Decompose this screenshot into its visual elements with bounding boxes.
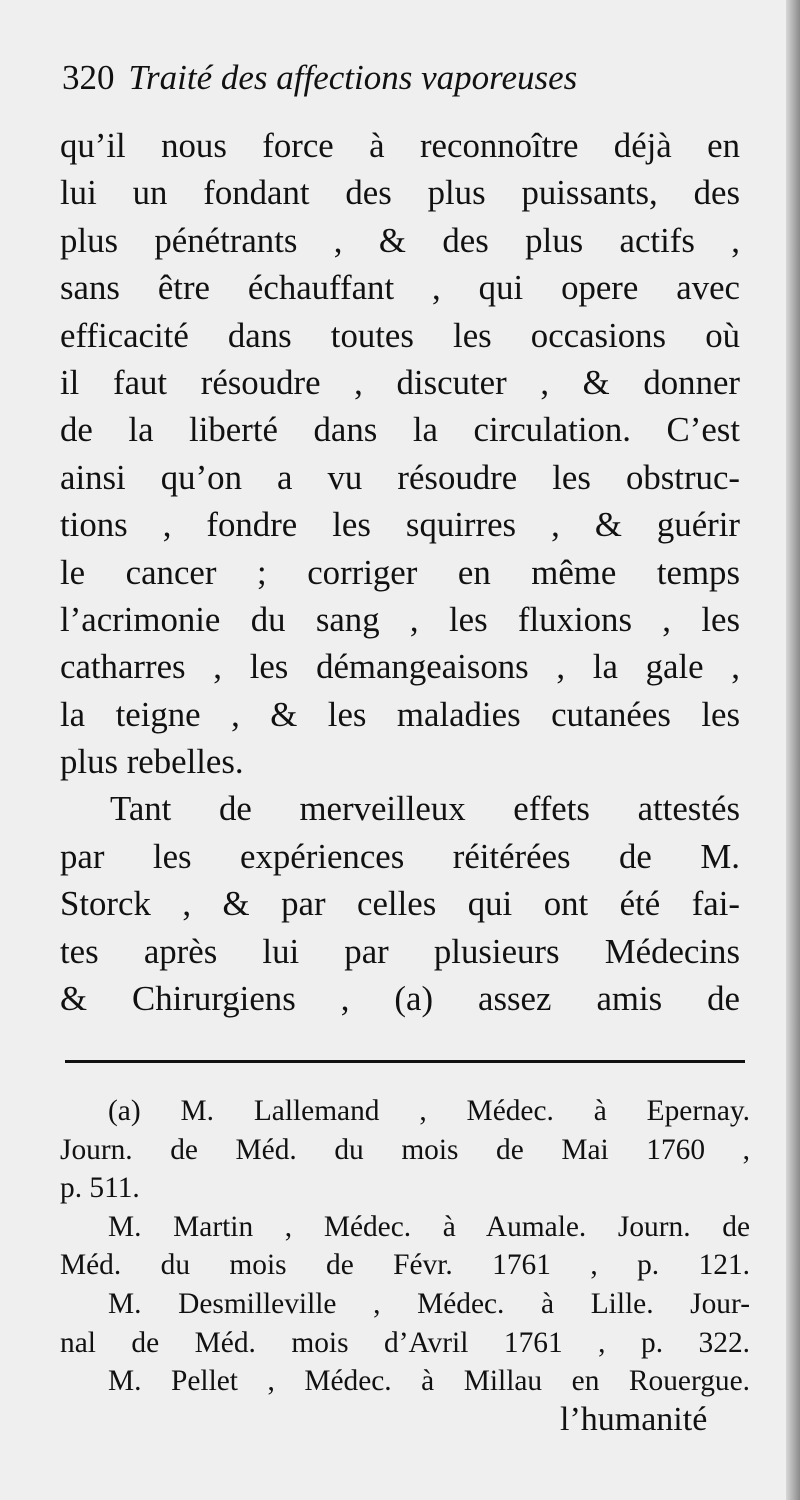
footnote-line: Journ. de Méd. du mois de Mai 1760 , xyxy=(60,1133,750,1166)
body-line: l’acrimonie du sang , les fluxions , les xyxy=(60,599,740,639)
body-line: qu’il nous force à reconnoître déjà en xyxy=(60,126,740,165)
footnote-line: M. Pellet , Médec. à Millau en Rouergue. xyxy=(108,1365,750,1398)
body-line: plus pénétrants , & des plus actifs , xyxy=(60,220,740,260)
footnotes xyxy=(60,1092,750,1401)
body-line: sans être échauffant , qui opere avec xyxy=(60,268,740,308)
running-title: Traité des affections vaporeuses xyxy=(128,58,578,97)
body-line: ainsi qu’on a vu résoudre les obstruc- xyxy=(60,457,740,497)
body-line: tes après lui par plusieurs Médecins xyxy=(60,931,740,971)
body-line: lui un fondant des plus puissants, des xyxy=(60,173,740,213)
footnote-line: M. Desmilleville , Médec. à Lille. Jour- xyxy=(108,1287,750,1320)
page-edge-shadow xyxy=(786,0,800,1500)
body-line: efficacité dans toutes les occasions où xyxy=(60,315,740,355)
body-line: plus rebelles. xyxy=(60,742,244,782)
body-line: & Chirurgiens , (a) assez amis de xyxy=(60,979,740,1019)
paragraph-start-line: Tant de merveilleux effets attestés xyxy=(110,789,740,829)
body-line: tions , fondre les squirres , & guérir xyxy=(60,505,740,545)
footnote-line: nal de Méd. mois d’Avril 1761 , p. 322. xyxy=(60,1326,750,1359)
footnote-line: Méd. du mois de Févr. 1761 , p. 121. xyxy=(60,1249,750,1282)
footnote-line: M. Martin , Médec. à Aumale. Journ. de xyxy=(108,1210,750,1243)
footnote-rule xyxy=(65,1060,745,1063)
body-line: par les expériences réitérées de M. xyxy=(60,836,740,876)
page-number: 320 xyxy=(62,58,115,97)
running-header xyxy=(62,58,762,98)
body-line: de la liberté dans la circulation. C’est xyxy=(60,410,740,450)
body-line: Storck , & par celles qui ont été fai- xyxy=(60,884,740,924)
body-line: catharres , les démangeaisons , la gale , xyxy=(60,647,740,687)
body-line: il faut résoudre , discuter , & donner xyxy=(60,362,740,402)
body-line: le cancer ; corriger en même temps xyxy=(60,552,740,592)
body-text xyxy=(60,122,740,1022)
catchword: l’humanité xyxy=(560,1401,708,1438)
body-line: la teigne , & les maladies cutanées les xyxy=(60,694,740,734)
footnote-line: (a) M. Lallemand , Médec. à Epernay. xyxy=(108,1095,750,1127)
footnote-line: p. 511. xyxy=(60,1172,140,1205)
